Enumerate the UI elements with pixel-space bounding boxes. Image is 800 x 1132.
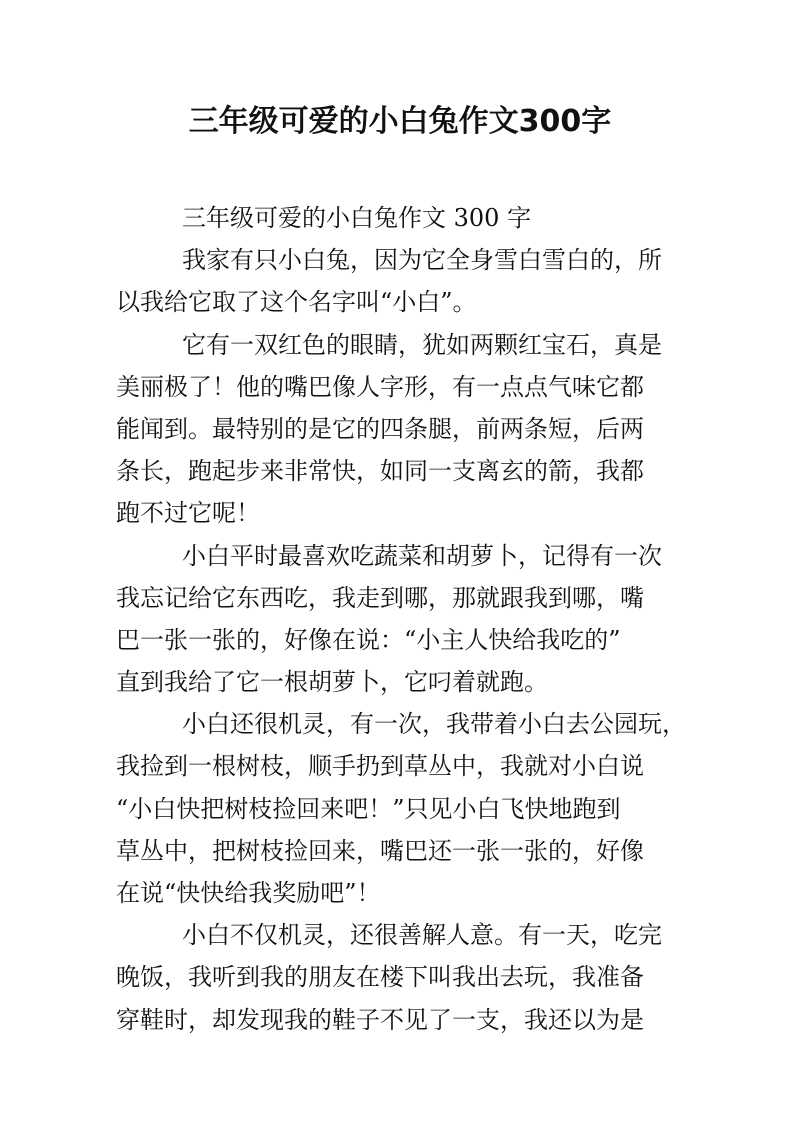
- text-line: 能闻到。最特别的是它的四条腿，前两条短，后两: [116, 414, 644, 443]
- text-line: 我忘记给它东西吃，我走到哪，那就跟我到哪，嘴: [116, 583, 644, 612]
- text-line: 晚饭，我听到我的朋友在楼下叫我出去玩，我准备: [116, 963, 644, 992]
- text-line: 以我给它取了这个名字叫“小白”。: [116, 288, 477, 317]
- text-line: 跑不过它呢！: [116, 499, 260, 528]
- text-line: “小白快把树枝捡回来吧！”只见小白飞快地跑到: [116, 794, 621, 823]
- text-line: 直到我给了它一根胡萝卜，它叼着就跑。: [116, 668, 548, 697]
- text-line: 在说“快快给我奖励吧”！: [116, 879, 381, 907]
- text-line: 小白平时最喜欢吃蔬菜和胡萝卜，记得有一次: [182, 541, 662, 570]
- document-body: [116, 197, 686, 1041]
- text-line: 三年级可爱的小白兔作文 300 字: [182, 204, 532, 232]
- text-line: 巴一张一张的，好像在说：“小主人快给我吃的”: [116, 625, 621, 654]
- document-title: 三年级可爱的小白兔作文300字: [188, 104, 612, 139]
- text-line: 条长，跑起步来非常快，如同一支离玄的箭，我都: [116, 457, 644, 486]
- text-line: 小白还很机灵，有一次，我带着小白去公园玩，: [182, 710, 686, 739]
- text-line: 穿鞋时，却发现我的鞋子不见了一支，我还以为是: [116, 1005, 644, 1034]
- text-line: 它有一双红色的眼睛，犹如两颗红宝石，真是: [182, 330, 662, 359]
- text-line: 美丽极了！他的嘴巴像人字形，有一点点气味它都: [116, 372, 644, 401]
- text-line: 我家有只小白兔，因为它全身雪白雪白的，所: [182, 246, 662, 275]
- text-line: 小白不仅机灵，还很善解人意。有一天，吃完: [182, 921, 662, 950]
- text-line: 我捡到一根树枝，顺手扔到草丛中，我就对小白说: [116, 752, 644, 781]
- text-line: 草丛中，把树枝捡回来，嘴巴还一张一张的，好像: [116, 836, 644, 865]
